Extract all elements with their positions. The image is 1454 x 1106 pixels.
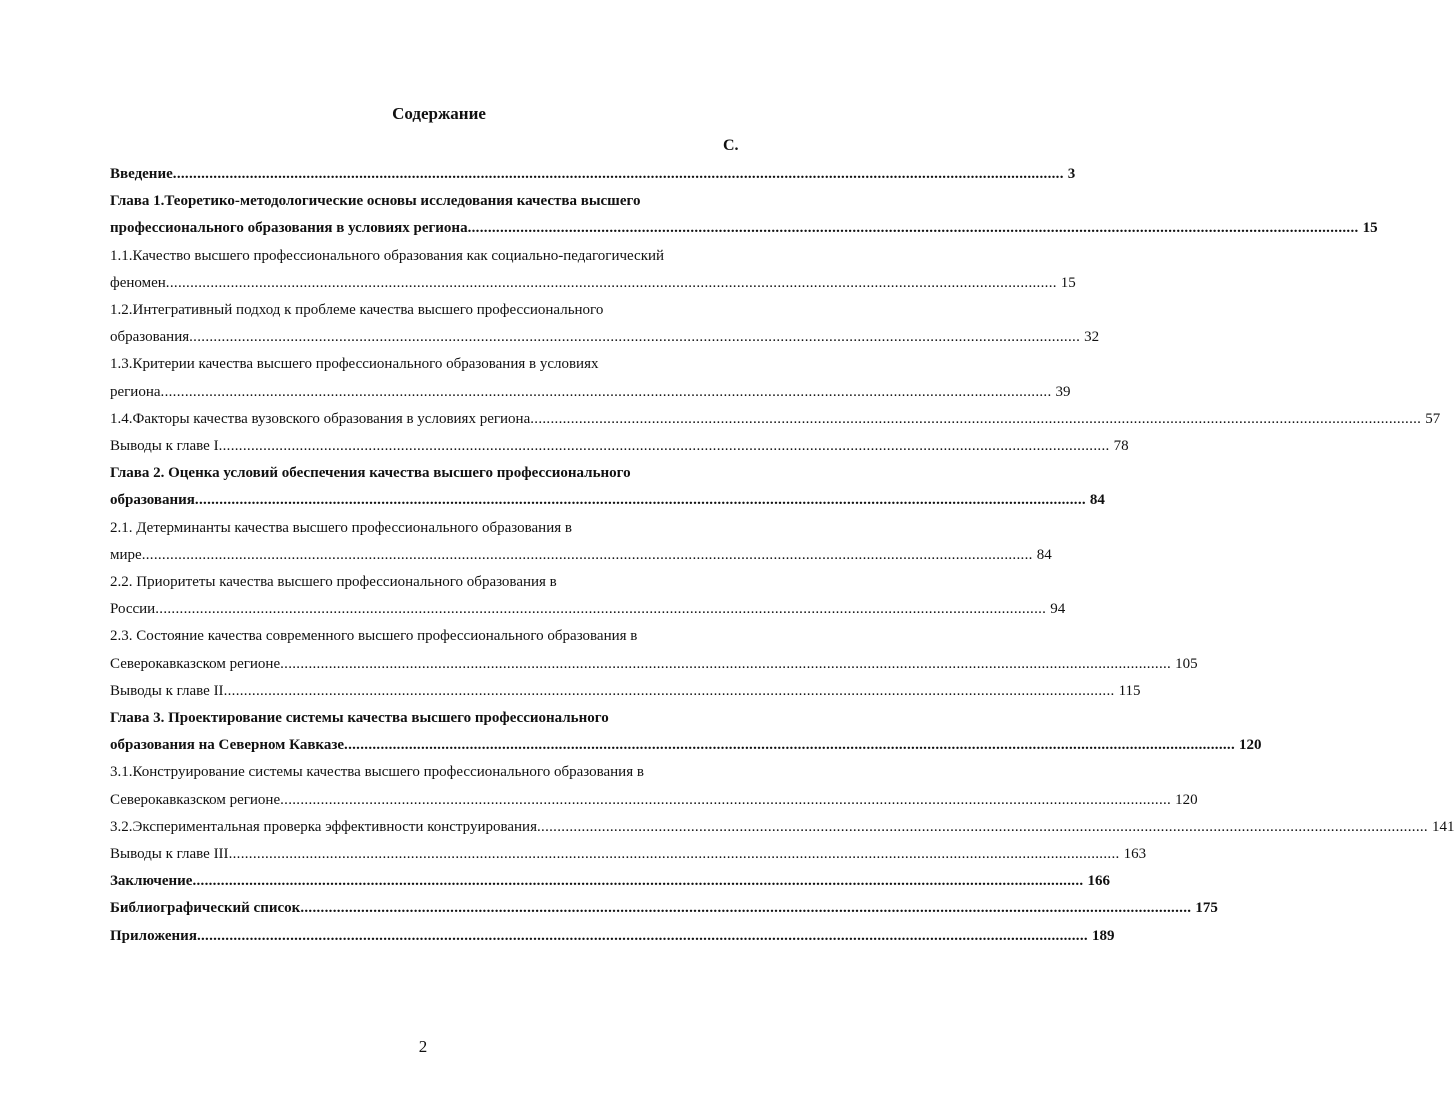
toc-dot-leader: ............................................................................................................................................................................................................................: [141, 546, 1033, 563]
toc-dot-leader: ............................................................................................................................................................................................................................: [530, 410, 1422, 427]
toc-entry: [110, 215, 1378, 242]
page-column-label: С.: [723, 137, 739, 154]
toc-entry-title: образования: [110, 329, 190, 346]
toc-entry-page: 15: [1060, 274, 1076, 291]
toc-entry-title: образования: [110, 492, 195, 509]
toc-entry-page: 141: [1431, 818, 1454, 835]
toc-entry: [110, 705, 740, 732]
toc-entry-title: России: [110, 601, 156, 618]
toc-entry: [110, 379, 1071, 406]
toc-entry-title: 2.1. Детерминанты качества высшего профессионального образования в: [110, 519, 572, 536]
toc-dot-leader: ............................................................................................................................................................................................................................: [165, 274, 1057, 291]
toc-dot-leader: ............................................................................................................................................................................................................................: [280, 791, 1172, 808]
toc-entry: [110, 188, 740, 215]
toc-entry-title: Выводы к главе I: [110, 438, 219, 454]
toc-entry: [110, 623, 740, 650]
toc-entry-page: 32: [1084, 329, 1100, 346]
toc-entry: [110, 732, 1262, 759]
toc-entry-page: 120: [1175, 791, 1198, 808]
toc-entry-title: 1.3.Критерии качества высшего профессионального образования в условиях: [110, 356, 599, 373]
toc-entry-title: 1.4.Факторы качества вузовского образования в условиях региона: [110, 410, 531, 427]
toc-entry-title: Введение: [110, 166, 173, 182]
toc-entry-page: 120: [1239, 737, 1262, 754]
toc-entry-title: 1.2.Интегративный подход к проблеме качества высшего профессионального: [110, 302, 604, 318]
toc-dot-leader: ............................................................................................................................................................................................................................: [228, 846, 1120, 862]
toc-entry: [110, 923, 1115, 950]
toc-entry-title: 3.1.Конструирование системы качества высшего профессионального образования в: [110, 764, 644, 781]
toc-entry-page: 15: [1362, 220, 1378, 237]
toc-dot-leader: ............................................................................................................................................................................................................................: [223, 682, 1115, 699]
toc-entry: [110, 542, 1052, 569]
toc-dot-leader: ............................................................................................................................................................................................................................: [280, 655, 1172, 672]
toc-entry: [110, 243, 740, 270]
toc-entry: [110, 651, 1198, 678]
toc-entry: [110, 895, 1218, 922]
toc-entry: [110, 678, 1141, 705]
toc-entry-title: 3.2.Экспериментальная проверка эффективности конструирования: [110, 818, 537, 835]
toc-entry-page: 39: [1055, 383, 1071, 400]
toc-entry: [110, 460, 740, 487]
toc-entry: [110, 787, 1198, 814]
page-number: 2: [418, 1037, 428, 1056]
toc-dot-leader: ............................................................................................................................................................................................................................: [155, 601, 1047, 618]
toc-entry-page: 166: [1087, 873, 1110, 890]
toc-entry-title: региона: [110, 383, 161, 400]
toc-entry: [110, 515, 740, 542]
toc-entry: [110, 596, 1066, 623]
toc-entry-page: 78: [1113, 438, 1129, 454]
toc-entry-title: Библиографический список: [110, 900, 301, 917]
toc-entry-title: образования на Северном Кавказе: [110, 737, 345, 754]
toc-entry-page: 115: [1118, 682, 1141, 699]
toc-entry: [110, 161, 1076, 188]
toc-entry-title: Глава 3. Проектирование системы качества высшего профессионального: [110, 710, 609, 726]
toc-entry: [110, 569, 740, 596]
toc-dot-leader: ............................................................................................................................................................................................................................: [192, 873, 1084, 890]
toc-entry-page: 94: [1050, 601, 1066, 618]
toc-entry: [110, 759, 740, 786]
toc-dot-leader: ............................................................................................................................................................................................................................: [467, 220, 1359, 237]
toc-entry-page: 105: [1175, 655, 1198, 672]
toc-dot-leader: ............................................................................................................................................................................................................................: [300, 900, 1192, 917]
toc-dot-leader: ............................................................................................................................................................................................................................: [194, 492, 1086, 509]
toc-entry: [110, 406, 1441, 433]
toc-entry: [110, 814, 1454, 841]
toc-entry-title: 2.2. Приоритеты качества высшего профессионального образования в: [110, 574, 557, 590]
toc-entry-title: Северокавказском регионе: [110, 791, 281, 808]
toc-entry-page: 84: [1036, 546, 1052, 563]
toc-entry: [110, 433, 1129, 460]
toc-dot-leader: ............................................................................................................................................................................................................................: [160, 383, 1052, 400]
toc-dot-leader: ............................................................................................................................................................................................................................: [344, 737, 1236, 754]
toc-dot-leader: ............................................................................................................................................................................................................................: [536, 818, 1428, 835]
toc-entry-title: мире: [110, 546, 142, 563]
toc-entry: [110, 297, 740, 324]
page-title: Содержание: [392, 104, 486, 123]
toc-entry-page: 163: [1123, 846, 1147, 862]
toc-entry-page: 175: [1195, 900, 1218, 917]
toc-entry: [110, 841, 1147, 868]
toc-entry: [110, 270, 1076, 297]
toc-entry-title: Глава 1.Теоретико-методологические основы исследования качества высшего: [110, 193, 641, 210]
toc-entry-title: 1.1.Качество высшего профессионального образования как социально-педагогический: [110, 247, 665, 264]
toc-entry: [110, 351, 740, 378]
toc-entry-page: 57: [1425, 410, 1441, 427]
toc-entry-title: Приложения: [110, 927, 197, 944]
toc-entry-page: 3: [1067, 166, 1076, 182]
toc-entry-title: Выводы к главе II: [110, 682, 224, 699]
toc-entry: [110, 324, 1100, 351]
toc-entry-title: профессионального образования в условиях региона: [110, 220, 468, 237]
toc-dot-leader: ............................................................................................................................................................................................................................: [218, 438, 1110, 454]
toc-entry-title: Северокавказском регионе: [110, 655, 281, 672]
toc-entry: [110, 487, 1105, 514]
toc-entry-title: 2.3. Состояние качества современного высшего профессионального образования в: [110, 628, 638, 645]
toc-entry-title: феномен: [110, 274, 166, 291]
toc-entry-title: Глава 2. Оценка условий обеспечения качества высшего профессионального: [110, 465, 631, 482]
toc-entry-page: 189: [1091, 927, 1115, 944]
toc-entry-title: Заключение: [110, 873, 193, 890]
toc-dot-leader: ............................................................................................................................................................................................................................: [189, 329, 1081, 346]
toc-dot-leader: ............................................................................................................................................................................................................................: [172, 166, 1064, 182]
toc-dot-leader: ............................................................................................................................................................................................................................: [196, 927, 1088, 944]
toc-entry-page: 84: [1089, 492, 1105, 509]
toc-entry-title: Выводы к главе III: [110, 846, 229, 862]
toc-entry: [110, 868, 1110, 895]
